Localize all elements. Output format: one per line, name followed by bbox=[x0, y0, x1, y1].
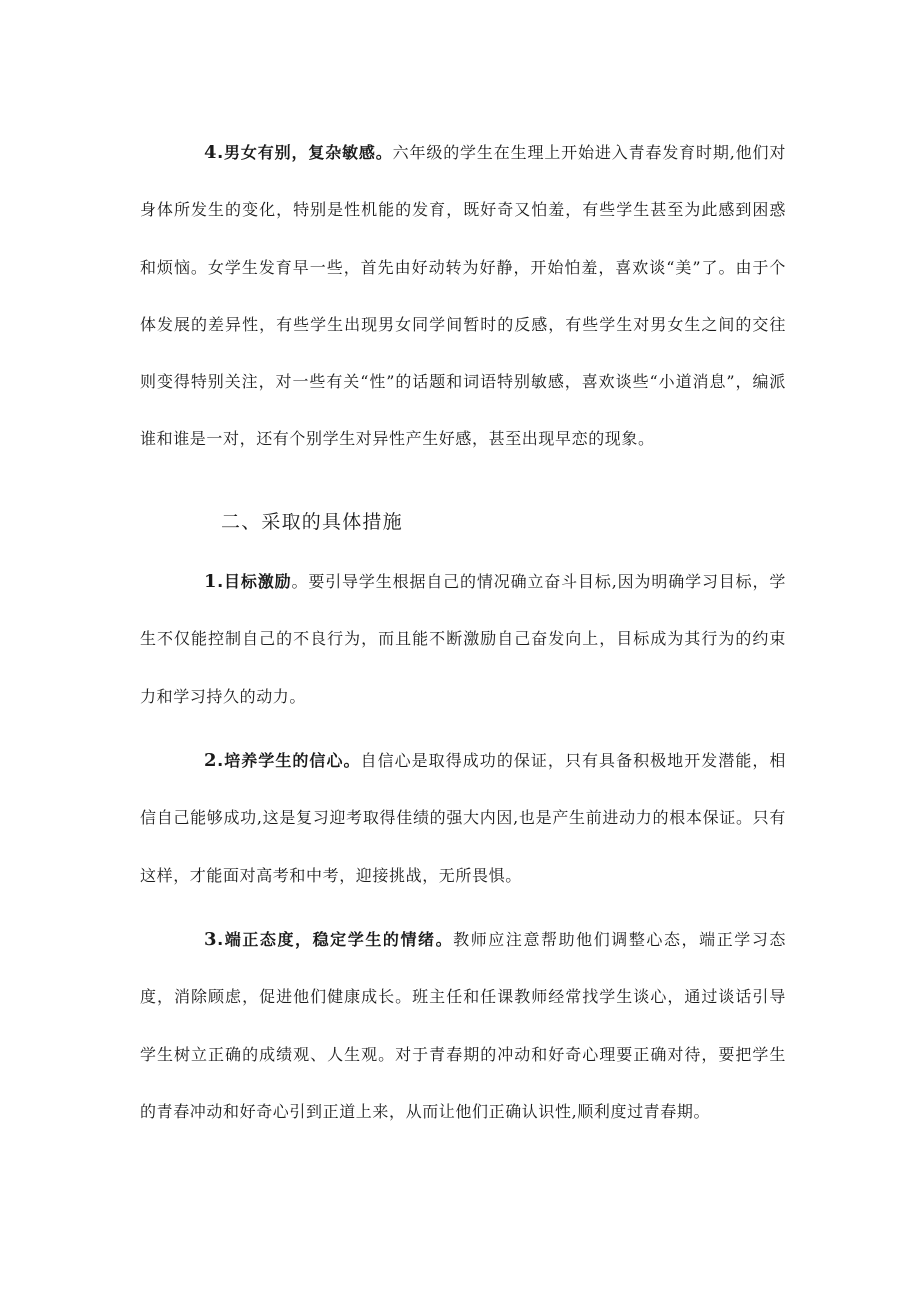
paragraph-4-gender-differences bbox=[140, 124, 786, 468]
measure-3-attitude-emotion bbox=[140, 911, 786, 1140]
item-lead: .男女有别，复杂敏感。 bbox=[217, 143, 393, 162]
item-body: 。要引导学生根据自己的情况确立奋斗目标,因为明确学习目标，学生不仅能控制自己的不良行为，而且能不断激励自己奋发向上，目标成为其行为的约束力和学习持久的动力。 bbox=[140, 572, 786, 706]
item-lead: .端正态度，稳定学生的情绪。 bbox=[217, 930, 454, 949]
measure-2-confidence bbox=[140, 732, 786, 904]
item-number: 1 bbox=[204, 571, 218, 592]
item-number: 2 bbox=[204, 750, 218, 771]
item-lead: .目标激励 bbox=[217, 572, 292, 591]
item-body: 六年级的学生在生理上开始进入青春发育时期,他们对身体所发生的变化，特别是性机能的发育，既好奇又怕羞，有些学生甚至为此感到困惑和烦恼。女学生发育早一些，首先由好动转为好静，开始怕羞，喜欢谈“美”了。由于个体发展的差异性，有些学生出现男女同学间暂时的反感，有些学生对男女生之间的交往则变得特别关注，对一些有关“性”的话题和词语特别敏感，喜欢谈些“小道消息”，编派谁和谁是一对，还有个别学生对异性产生好感，甚至出现早恋的现象。 bbox=[140, 143, 786, 449]
section-heading: 二、采取的具体措施 bbox=[221, 511, 403, 533]
item-body: 自信心是取得成功的保证，只有具备积极地开发潜能，相信自己能够成功,这是复习迎考取得佳绩的强大内因,也是产生前进动力的根本保证。只有这样，才能面对高考和中考，迎接挑战，无所畏惧。 bbox=[140, 751, 786, 885]
item-lead: .培养学生的信心。 bbox=[217, 751, 361, 770]
item-number: 3 bbox=[204, 929, 218, 950]
item-body: 教师应注意帮助他们调整心态，端正学习态度，消除顾虑，促进他们健康成长。班主任和任课教师经常找学生谈心，通过谈话引导学生树立正确的成绩观、人生观。对于青春期的冲动和好奇心理要正确对待，要把学生的青春冲动和好奇心引到正道上来，从而让他们正确认识性,顺利度过青春期。 bbox=[140, 930, 787, 1121]
measure-1-goal-motivation bbox=[140, 553, 786, 725]
item-number: 4 bbox=[204, 142, 218, 163]
